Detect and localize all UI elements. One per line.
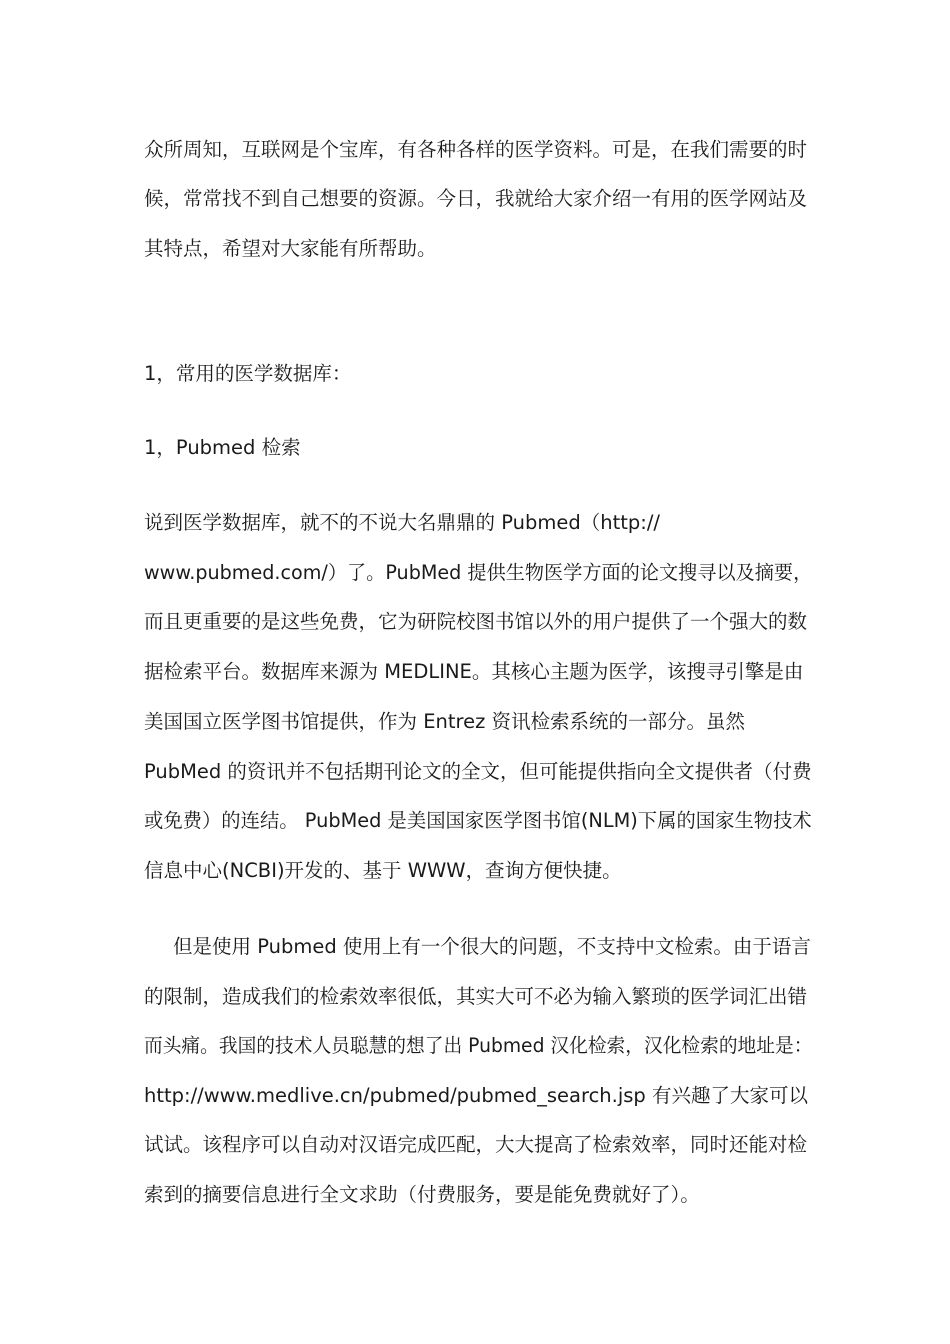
paragraph-line: PubMed 的资讯并不包括期刊论文的全文，但可能提供指向全文提供者（付费 — [144, 760, 812, 783]
paragraph-line: 说到医学数据库，就不的不说大名鼎鼎的 Pubmed（http:// — [144, 511, 660, 534]
paragraph-line: 试试。该程序可以自动对汉语完成匹配，大大提高了检索效率，同时还能对检 — [144, 1133, 808, 1156]
paragraph-line: www.pubmed.com/）了。PubMed 提供生物医学方面的论文搜寻以及摘要， — [144, 561, 813, 584]
subsection-heading: 1，Pubmed 检索 — [144, 436, 301, 459]
paragraph-line: 据检索平台。数据库来源为 MEDLINE。其核心主题为医学，该搜寻引擎是由 — [144, 660, 804, 683]
paragraph-line: 索到的摘要信息进行全文求助（付费服务，要是能免费就好了）。 — [144, 1183, 700, 1206]
paragraph-line: 的限制，造成我们的检索效率很低，其实大可不必为输入繁琐的医学词汇出错 — [144, 985, 808, 1008]
paragraph-line: 而头痛。我国的技术人员聪慧的想了出 Pubmed 汉化检索，汉化检索的地址是： — [144, 1034, 813, 1057]
paragraph-line: 或免费）的连结。 PubMed 是美国国家医学图书馆(NLM)下属的国家生物技术 — [144, 809, 812, 832]
intro-line: 众所周知，互联网是个宝库，有各种各样的医学资料。可是，在我们需要的时 — [144, 138, 808, 161]
intro-line: 候，常常找不到自己想要的资源。今日，我就给大家介绍一有用的医学网站及 — [144, 187, 808, 210]
intro-line: 其特点，希望对大家能有所帮助。 — [144, 237, 437, 260]
paragraph-line: 信息中心(NCBI)开发的、基于 WWW，查询方便快捷。 — [144, 859, 622, 882]
section-heading: 1，常用的医学数据库： — [144, 362, 352, 385]
paragraph-line: 美国国立医学图书馆提供，作为 Entrez 资讯检索系统的一部分。虽然 — [144, 710, 746, 733]
paragraph-line: http://www.medlive.cn/pubmed/pubmed_search.jsp 有兴趣了大家可以 — [144, 1084, 808, 1107]
paragraph-line: 而且更重要的是这些免费，它为研院校图书馆以外的用户提供了一个强大的数 — [144, 610, 808, 633]
paragraph-line: 但是使用 Pubmed 使用上有一个很大的问题，不支持中文检索。由于语言 — [173, 935, 811, 958]
